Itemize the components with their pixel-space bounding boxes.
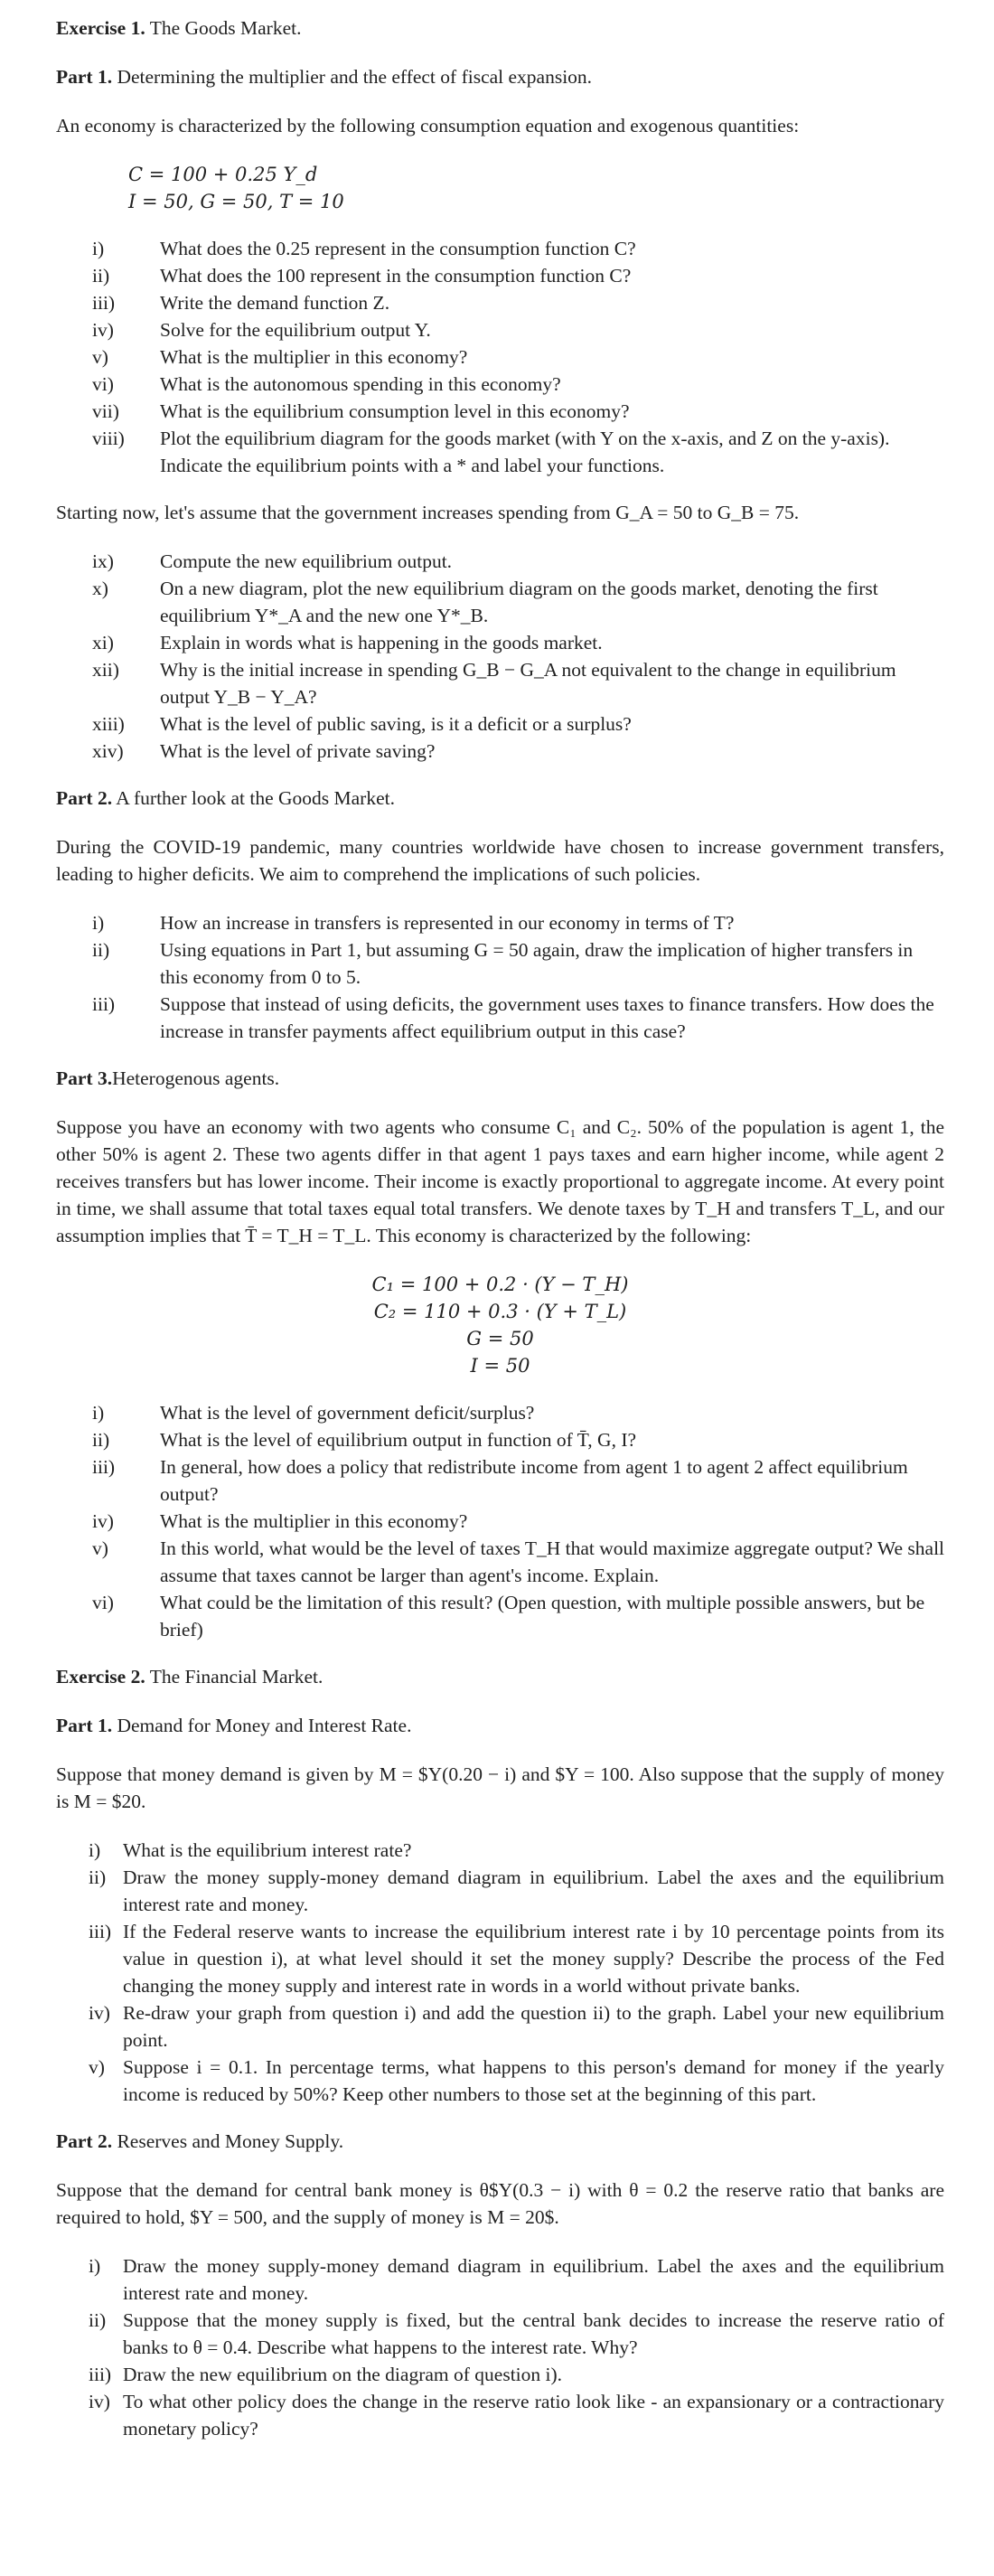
question-item: [56, 2307, 944, 2361]
question-item: [56, 343, 944, 371]
question-number: i): [89, 2255, 101, 2277]
ex2-part1-intro: Suppose that money demand is given by M = $Y(0.20 − i) and $Y = 100. Also suppose that the supply of money is M = $20.: [56, 1763, 944, 1812]
question-item: [56, 738, 944, 765]
question-text: If the Federal reserve wants to increase the equilibrium interest rate i by 10 percentage points from its value in question i), at what level should it set the money supply? Describe the process of the Fed changing the money supply and interest rate in words in a world without private banks.: [123, 1921, 944, 1997]
question-number: v): [89, 2056, 105, 2078]
question-text: Solve for the equilibrium output Y.: [160, 319, 431, 341]
question-text: What is the level of equilibrium output in function of T̄, G, I?: [160, 1429, 637, 1451]
ex2-part2-heading: Part 2. Reserves and Money Supply.: [56, 2130, 344, 2152]
question-item: [56, 991, 944, 1045]
question-number: iii): [89, 1921, 112, 1942]
ex1-part2-intro: During the COVID-19 pandemic, many countries worldwide have chosen to increase government transfers, leading to higher deficits. We aim to comprehend the implications of such policies.: [56, 836, 944, 885]
ex2-part1-heading: Part 1. Demand for Money and Interest Rate.: [56, 1715, 412, 1736]
question-number: vii): [92, 400, 119, 422]
question-text: Suppose i = 0.1. In percentage terms, what happens to this person's demand for money if the yearly income is reduced by 50%? Keep other numbers to those set at the beginning of this part.: [123, 2056, 944, 2105]
ex1-part2-heading: Part 2. A further look at the Goods Market.: [56, 787, 395, 809]
question-item: [56, 1837, 944, 1864]
question-text: What is the multiplier in this economy?: [160, 1510, 468, 1532]
question-number: ii): [92, 265, 110, 287]
equation: C₁ = 100 + 0.2 · (Y − T_H): [371, 1274, 629, 1295]
question-item: [56, 1864, 944, 1918]
question-item: [56, 575, 944, 629]
question-text: What is the level of government deficit/surplus?: [160, 1402, 535, 1424]
question-item: [56, 1453, 944, 1508]
ex1-part1-equations: [128, 161, 944, 215]
question-item: [56, 936, 944, 991]
ex2-part2-intro: Suppose that the demand for central bank money is θ$Y(0.3 − i) with θ = 0.2 the reserve ratio that banks are required to hold, $Y = 500, and the supply of money is M = 20$.: [56, 2179, 944, 2228]
question-item: [56, 262, 944, 289]
question-text: Explain in words what is happening in the goods market.: [160, 632, 603, 653]
question-number: i): [89, 1839, 101, 1861]
ex1-part1-transition: Starting now, let's assume that the government increases spending from G_A = 50 to G_B = 75.: [56, 502, 800, 523]
question-text: Compute the new equilibrium output.: [160, 550, 453, 572]
question-item: [56, 1999, 944, 2054]
question-number: vi): [92, 373, 114, 395]
question-text: What is the level of private saving?: [160, 740, 436, 762]
ex1-part3-equations: [56, 1271, 944, 1379]
question-text: Using equations in Part 1, but assuming G = 50 again, draw the implication of higher transfers in this economy from 0 to 5.: [160, 939, 914, 988]
ex2-part2-questions: [56, 2252, 944, 2442]
question-number: ii): [92, 1429, 110, 1451]
question-item: [56, 2388, 944, 2442]
exercise-1-heading: Exercise 1. The Goods Market.: [56, 17, 302, 39]
question-number: viii): [92, 428, 125, 449]
question-item: [56, 1426, 944, 1453]
question-text: On a new diagram, plot the new equilibrium diagram on the goods market, denoting the first equilibrium Y*_A and the new one Y*_B.: [160, 578, 878, 626]
question-number: ii): [92, 939, 110, 961]
question-item: [56, 1535, 944, 1589]
question-item: [56, 425, 944, 479]
question-number: iii): [92, 292, 116, 314]
question-number: ix): [92, 550, 114, 572]
question-item: [56, 1399, 944, 1426]
question-number: xiii): [92, 713, 125, 735]
question-text: What is the equilibrium consumption level in this economy?: [160, 400, 630, 422]
question-item: [56, 548, 944, 575]
question-text: What is the autonomous spending in this economy?: [160, 373, 561, 395]
question-number: iii): [92, 1456, 116, 1478]
question-item: [56, 629, 944, 656]
ex1-part1-questions-a: [56, 235, 944, 479]
question-number: v): [92, 346, 108, 368]
ex1-part3-questions: [56, 1399, 944, 1643]
question-item: [56, 316, 944, 343]
question-text: What does the 100 represent in the consumption function C?: [160, 265, 632, 287]
equation: I = 50, G = 50, T = 10: [128, 191, 344, 212]
question-number: iv): [89, 2391, 110, 2412]
question-item: [56, 371, 944, 398]
question-item: [56, 1508, 944, 1535]
question-number: iv): [92, 319, 114, 341]
question-text: Re-draw your graph from question i) and add the question ii) to the graph. Label your new equilibrium point.: [123, 2002, 944, 2051]
ex1-part1-intro: An economy is characterized by the following consumption equation and exogenous quantities:: [56, 115, 800, 136]
question-text: Why is the initial increase in spending G_B − G_A not equivalent to the change in equilibrium output Y_B − Y_A?: [160, 659, 896, 708]
ex1-part2-questions: [56, 909, 944, 1045]
question-number: iv): [89, 2002, 110, 2024]
question-item: [56, 235, 944, 262]
question-item: [56, 2054, 944, 2108]
question-item: [56, 398, 944, 425]
question-text: In general, how does a policy that redistribute income from agent 1 to agent 2 affect equilibrium output?: [160, 1456, 908, 1505]
question-item: [56, 909, 944, 936]
question-number: i): [92, 912, 105, 934]
question-number: i): [92, 1402, 105, 1424]
question-text: What could be the limitation of this result? (Open question, with multiple possible answers, but be brief): [160, 1592, 925, 1641]
exercise-2-heading: Exercise 2. The Financial Market.: [56, 1666, 324, 1688]
question-item: [56, 2252, 944, 2307]
question-number: xii): [92, 659, 119, 681]
question-text: What does the 0.25 represent in the consumption function C?: [160, 238, 636, 259]
question-item: [56, 656, 944, 710]
question-number: xi): [92, 632, 114, 653]
question-text: Suppose that instead of using deficits, the government uses taxes to finance transfers. How does the increase in transfer payments affect equilibrium output in this case?: [160, 993, 934, 1042]
question-text: To what other policy does the change in the reserve ratio look like - an expansionary or a contractionary monetary policy?: [123, 2391, 944, 2440]
question-item: [56, 289, 944, 316]
question-text: How an increase in transfers is represented in our economy in terms of T?: [160, 912, 735, 934]
equation: I = 50: [470, 1355, 530, 1377]
question-item: [56, 2361, 944, 2388]
ex1-part1-heading: Part 1. Determining the multiplier and the effect of fiscal expansion.: [56, 66, 593, 88]
question-text: Draw the money supply-money demand diagram in equilibrium. Label the axes and the equilibrium interest rate and money.: [123, 1866, 944, 1915]
question-text: Draw the money supply-money demand diagram in equilibrium. Label the axes and the equilibrium interest rate and money.: [123, 2255, 944, 2304]
question-item: [56, 1918, 944, 1999]
question-number: i): [92, 238, 105, 259]
equation: G = 50: [466, 1328, 534, 1349]
question-text: Plot the equilibrium diagram for the goods market (with Y on the x-axis, and Z on the y-axis). Indicate the equilibrium points with a * and label your functions.: [160, 428, 890, 476]
equation: C = 100 + 0.25 Y_d: [128, 164, 318, 185]
equation: C₂ = 110 + 0.3 · (Y + T_L): [373, 1301, 627, 1322]
question-number: iii): [89, 2364, 112, 2385]
question-text: What is the multiplier in this economy?: [160, 346, 468, 368]
ex1-part3-heading: Part 3.Heterogenous agents.: [56, 1067, 280, 1089]
question-number: ii): [89, 2309, 107, 2331]
question-text: In this world, what would be the level of taxes T_H that would maximize aggregate output? We shall assume that taxes cannot be larger than agent's income. Explain.: [160, 1537, 945, 1586]
question-number: iii): [92, 993, 116, 1015]
ex2-part1-questions: [56, 1837, 944, 2108]
question-number: v): [92, 1537, 108, 1559]
question-number: x): [92, 578, 108, 599]
question-text: What is the equilibrium interest rate?: [123, 1839, 412, 1861]
question-number: iv): [92, 1510, 114, 1532]
question-item: [56, 710, 944, 738]
question-text: Draw the new equilibrium on the diagram of question i).: [123, 2364, 563, 2385]
question-text: What is the level of public saving, is it a deficit or a surplus?: [160, 713, 632, 735]
question-text: Write the demand function Z.: [160, 292, 390, 314]
ex1-part1-questions-b: [56, 548, 944, 765]
question-number: xiv): [92, 740, 124, 762]
question-text: Suppose that the money supply is fixed, but the central bank decides to increase the reserve ratio of banks to θ = 0.4. Describe what happens to the interest rate. Why?: [123, 2309, 944, 2358]
question-item: [56, 1589, 944, 1643]
question-number: ii): [89, 1866, 107, 1888]
question-number: vi): [92, 1592, 114, 1613]
ex1-part3-intro: Suppose you have an economy with two agents who consume C₁ and C₂. 50% of the population is agent 1, the other 50% is agent 2. These two agents differ in that agent 1 pays taxes and earn higher income, while agent 2 receives transfers but has lower income. Their income is exactly proportional to aggregate income. At every point in time, we shall assume that total taxes equal total transfers. We denote taxes by T_H and transfers T_L, and our assumption implies that T̄ = T_H = T_L. This economy is characterized by the following:: [56, 1116, 944, 1246]
